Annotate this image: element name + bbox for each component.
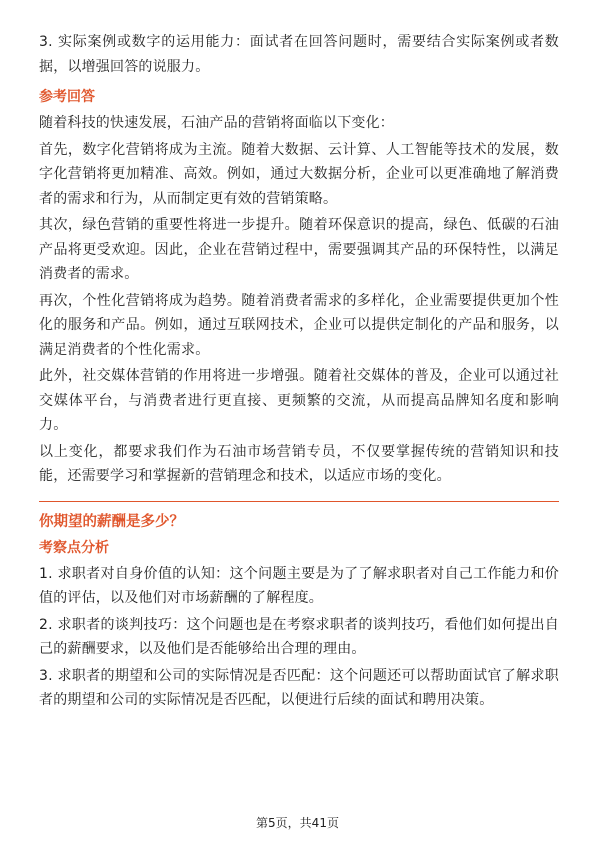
answer-paragraph-personalized: 再次，个性化营销将成为趋势。随着消费者需求的多样化，企业需要提供更加个性化的服务和产品。例如，通过互联网技术，企业可以提供定制化的产品和服务，以满足消费者的个性化需求。 (39, 292, 559, 358)
analysis-item-2: 2. 求职者的谈判技巧：这个问题也是在考察求职者的谈判技巧，看他们如何提出自己的薪酬要求，以及他们是否能够给出合理的理由。 (39, 616, 559, 657)
reference-answer-heading: 参考回答 (39, 89, 95, 105)
document-page (39, 30, 559, 715)
question-heading: 你期望的薪酬是多少？ (39, 513, 184, 530)
answer-conclusion: 以上变化，都要求我们作为石油市场营销专员，不仅要掌握传统的营销知识和技能，还需要学习和掌握新的营销理念和技术，以适应市场的变化。 (39, 443, 559, 484)
analysis-heading: 考察点分析 (39, 539, 109, 556)
section-divider (39, 501, 559, 502)
answer-paragraph-green: 其次，绿色营销的重要性将进一步提升。随着环保意识的提高，绿色、低碳的石油产品将更受欢迎。因此，企业在营销过程中，需要强调其产品的环保特性，以满足消费者的需求。 (39, 217, 559, 282)
answer-paragraph-digital: 首先，数字化营销将成为主流。随着大数据、云计算、人工智能等技术的发展，数字化营销将更加精准、高效。例如，通过大数据分析，企业可以更准确地了解消费者的需求和行为，从而制定更有效的营销策略。 (39, 141, 559, 207)
analysis-item-3: 3. 求职者的期望和公司的实际情况是否匹配：这个问题还可以帮助面试官了解求职者的期望和公司的实际情况是否匹配，以便进行后续的面试和聘用决策。 (39, 667, 559, 708)
evaluation-point-3: 3. 实际案例或数字的运用能力：面试者在回答问题时，需要结合实际案例或者数据，以增强回答的说服力。 (39, 34, 559, 75)
page-number: 第5页，共41页 (256, 816, 339, 830)
analysis-item-1: 1. 求职者对自身价值的认知：这个问题主要是为了了解求职者对自己工作能力和价值的评估，以及他们对市场薪酬的了解程度。 (39, 565, 559, 606)
answer-intro: 随着科技的快速发展，石油产品的营销将面临以下变化： (39, 115, 394, 131)
answer-paragraph-social-media: 此外，社交媒体营销的作用将进一步增强。随着社交媒体的普及，企业可以通过社交媒体平台，与消费者进行更直接、更频繁的交流，从而提高品牌知名度和影响力。 (39, 368, 559, 433)
